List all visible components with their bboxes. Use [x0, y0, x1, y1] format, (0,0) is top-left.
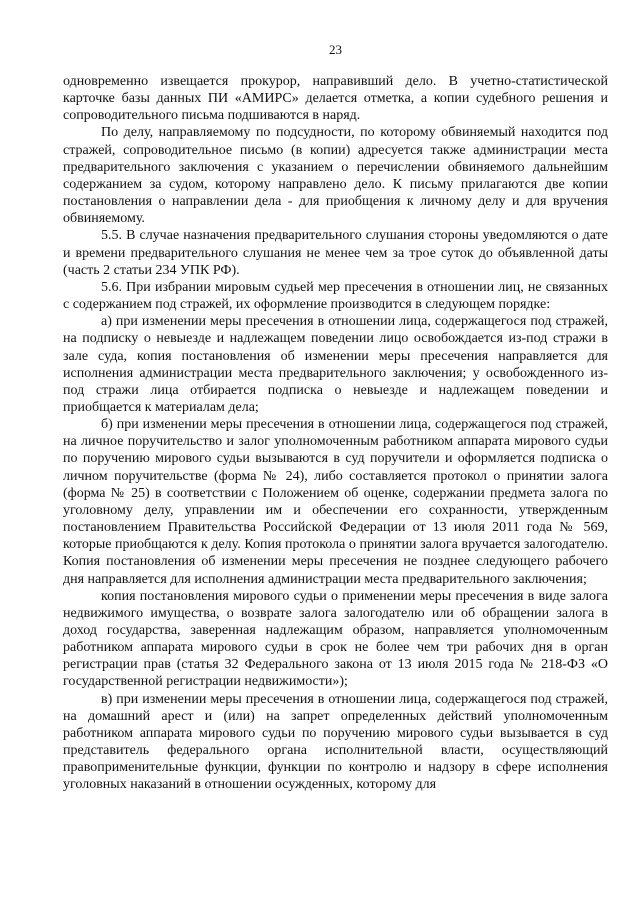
- paragraph-2: По делу, направляемому по подсудности, по которому обвиняемый находится под стражей, сопроводительное письмо (в копии) адресуется также администрации места предварительного заключения с указанием о перечислении обвиняемого дальнейшим содержанием за судом, которому направлено дело. К письму прилагаются две копии постановления о направлении дела - для приобщения к личному делу и для вручения обвиняемому.: [63, 125, 608, 227]
- paragraph-1: одновременно извещается прокурор, направивший дело. В учетно-статистической карточке базы данных ПИ «АМИРС» делается отметка, а копии судебного решения и сопроводительного письма подшиваются в наряд.: [63, 74, 608, 124]
- paragraph-7: копия постановления мирового судьи о применении меры пресечения в виде залога недвижимого имущества, о возврате залога залогодателю или об обращении залога в доход государства, заверенная надлежащим образом, направляется уполномоченным работником аппарата мирового судьи в срок не более чем три рабочих дня в орган регистрации прав (статья 32 Федерального закона от 13 июля 2015 года № 218-ФЗ «О государственной регистрации недвижимости»);: [63, 588, 608, 690]
- paragraph-3: 5.5. В случае назначения предварительного слушания стороны уведомляются о дате и времени предварительного слушания не менее чем за трое суток до объявленной даты (часть 2 статьи 234 УПК РФ).: [63, 228, 608, 278]
- paragraph-6: б) при изменении меры пресечения в отношении лица, содержащегося под стражей, на личное поручительство и залог уполномоченным работником аппарата мирового судьи по поручению мирового судьи вызываются в суд поручители и оформляется подписка о личном поручительстве (форма № 24), либо составляется протокол о принятии залога (форма № 25) в соответствии с Положением об оценке, содержании предмета залога по уголовному делу, управлении им и обеспечении его сохранности, утвержденным постановлением Правительства Российской Федерации от 13 июля 2011 года № 569, которые приобщаются к делу. Копия протокола о принятии залога вручается залогодателю. Копия постановления об изменении меры пресечения не позднее следующего рабочего дня направляется для исполнения администрации места предварительного заключения;: [63, 417, 608, 587]
- page-number: 23: [329, 42, 342, 57]
- paragraph-5: а) при изменении меры пресечения в отношении лица, содержащегося под стражей, на подписку о невыезде и надлежащем поведении лицо освобождается из-под стражи в зале суда, копия постановления об изменении меры пресечения направляется для исполнения администрации места предварительного заключения; у освобожденного из-под стражи лица отбирается подписка о невыезде и надлежащем поведении и приобщается к материалам дела;: [63, 314, 608, 415]
- paragraph-8: в) при изменении меры пресечения в отношении лица, содержащегося под стражей, на домашний арест и (или) на запрет определенных действий уполномоченным работником аппарата мирового судьи по поручению мирового судьи вызывается в суд представитель федерального органа исполнительной власти, осуществляющий правоприменительные функции, функции по контролю и надзору в сфере исполнения уголовных наказаний в отношении осужденных, которому для: [63, 691, 608, 793]
- paragraph-4: 5.6. При избрании мировым судьей мер пресечения в отношении лиц, не связанных с содержанием под стражей, их оформление производится в следующем порядке:: [63, 279, 608, 313]
